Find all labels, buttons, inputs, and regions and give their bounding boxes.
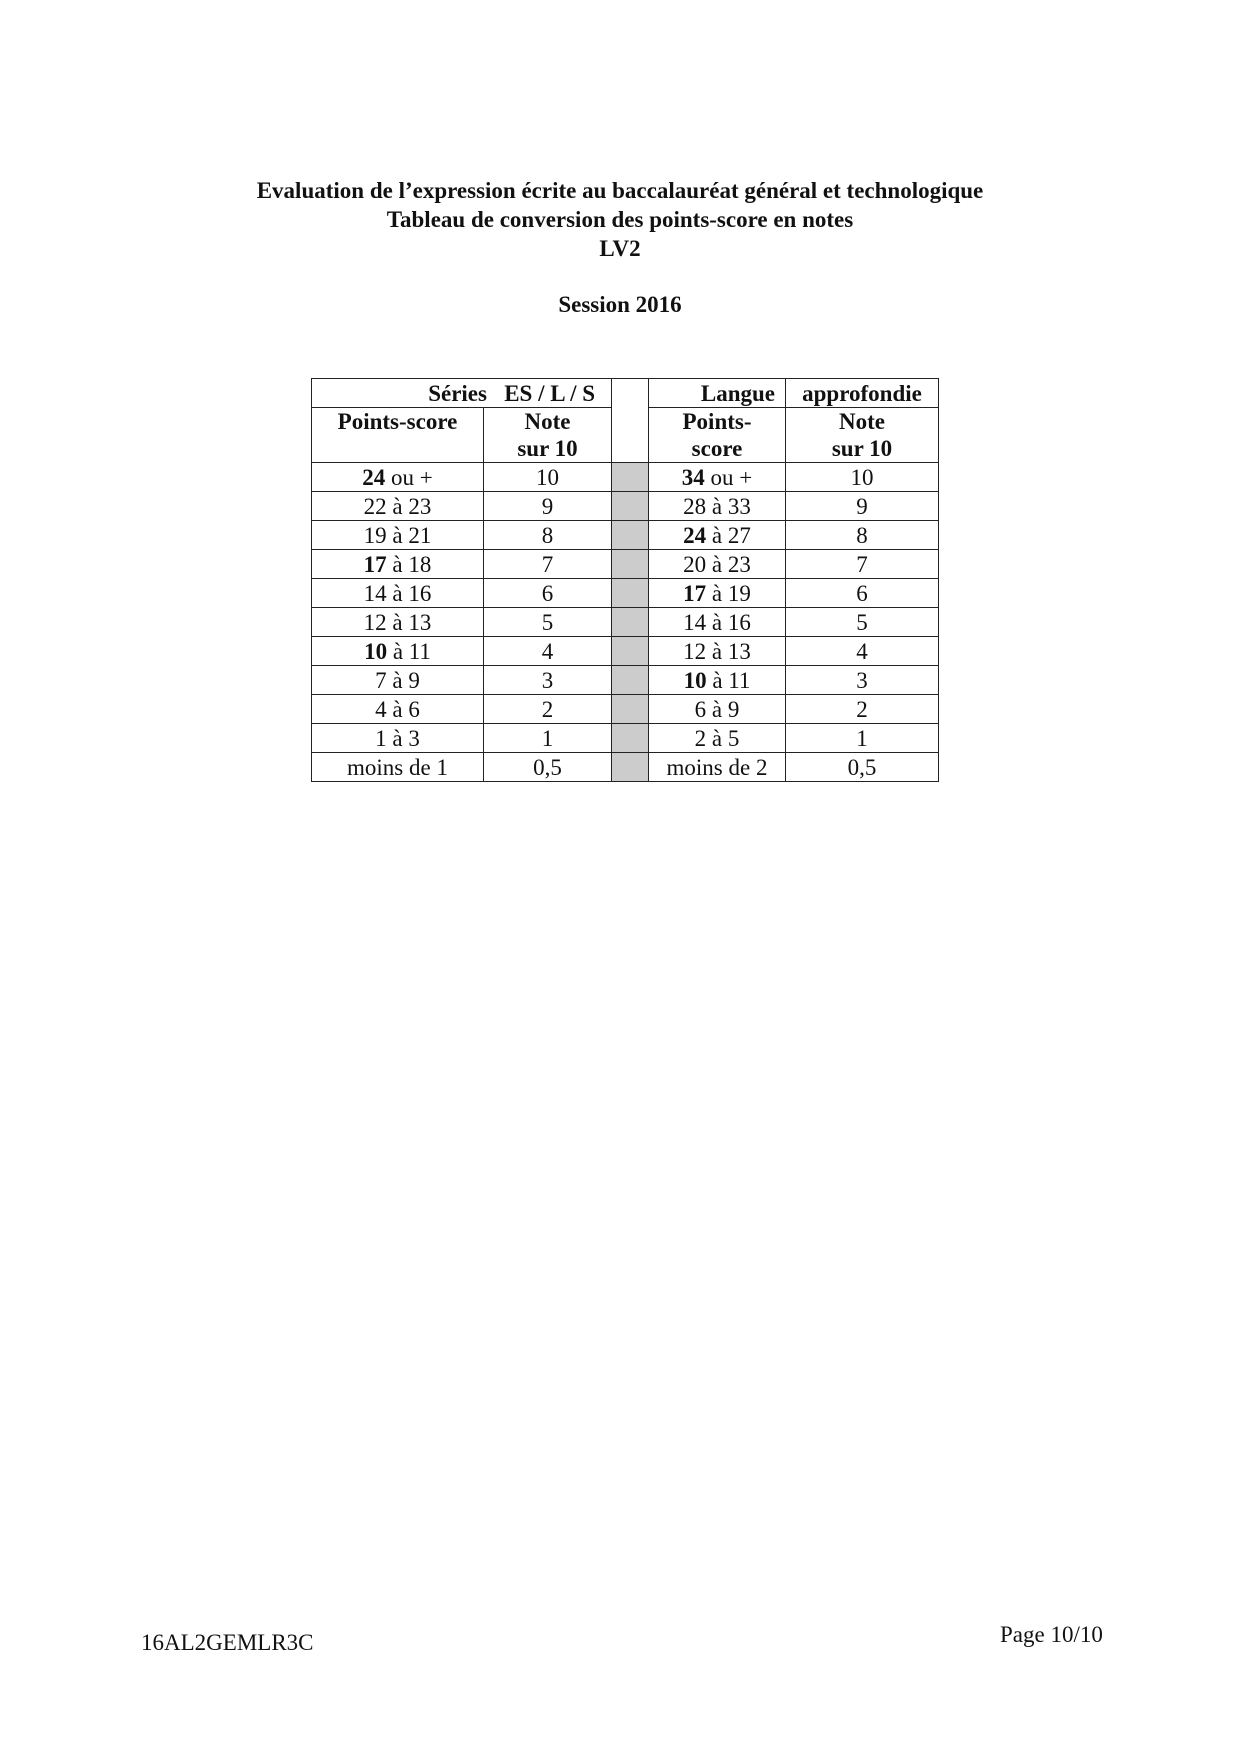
right-points-bold: 24 (683, 522, 707, 548)
table-row (312, 695, 939, 724)
left-points-cell (312, 608, 484, 637)
right-points-bold: 17 (683, 580, 707, 606)
separator-cell (612, 579, 649, 608)
document-code: 16AL2GEMLR3C (141, 1630, 314, 1655)
right-points-text: à 19 (706, 580, 751, 606)
left-points-bold: 17 (363, 551, 387, 577)
right-points-cell (649, 724, 786, 753)
table-row (312, 492, 939, 521)
table-row (312, 550, 939, 579)
separator-cell (612, 379, 649, 408)
left-points-header (312, 408, 484, 463)
right-note-cell: 7 (786, 550, 939, 579)
right-points-text: à 27 (706, 522, 751, 548)
right-note-cell: 5 (786, 608, 939, 637)
table-group-header-row (312, 379, 939, 408)
right-note-cell: 10 (786, 463, 939, 492)
left-points-cell (312, 637, 484, 666)
langue-value-cell: approfondie (786, 379, 939, 408)
right-points-cell (649, 492, 786, 521)
left-points-text: 22 à 23 (363, 493, 432, 519)
left-points-text: 14 à 16 (363, 580, 432, 606)
left-note-cell: 1 (484, 724, 612, 753)
left-points-header-text: Points-score (337, 409, 458, 434)
document-header (0, 176, 1240, 263)
right-points-text: 12 à 13 (683, 638, 751, 664)
left-note-cell: 5 (484, 608, 612, 637)
separator-cell (612, 521, 649, 550)
table-row (312, 666, 939, 695)
table-row (312, 724, 939, 753)
right-points-bold: 34 (681, 464, 705, 490)
left-points-text: ou + (385, 464, 433, 490)
right-points-text: 2 à 5 (694, 725, 740, 751)
left-points-bold: 24 (362, 464, 386, 490)
right-points-bold: 10 (683, 667, 707, 693)
right-points-cell (649, 666, 786, 695)
left-note-header-line2: sur 10 (517, 436, 578, 461)
left-points-cell (312, 579, 484, 608)
series-group-header (312, 379, 612, 408)
left-points-cell (312, 550, 484, 579)
right-points-text: 28 à 33 (683, 493, 751, 519)
table-row (312, 521, 939, 550)
series-label: Séries (428, 380, 487, 406)
right-note-cell: 3 (786, 666, 939, 695)
separator-cell (612, 492, 649, 521)
left-points-cell (312, 492, 484, 521)
right-points-cell (649, 608, 786, 637)
left-points-text: 7 à 9 (375, 667, 420, 693)
left-points-bold: 10 (364, 638, 388, 664)
left-note-cell: 2 (484, 695, 612, 724)
left-note-cell: 9 (484, 492, 612, 521)
separator-cell (612, 753, 649, 782)
left-points-text: 1 à 3 (375, 725, 420, 751)
page-number: Page 10/10 (1000, 1622, 1103, 1647)
left-points-text: moins de 1 (347, 754, 448, 780)
right-note-header-line2: sur 10 (831, 436, 893, 461)
header-title-line1: Evaluation de l’expression écrite au baccalauréat général et technologique (256, 178, 984, 203)
header-title-line2: Tableau de conversion des points-score en notes (386, 207, 854, 232)
table-row (312, 579, 939, 608)
table-row (312, 637, 939, 666)
separator-cell (612, 463, 649, 492)
left-note-header-line1: Note (524, 409, 571, 434)
conversion-table (311, 378, 939, 782)
session-label: Session 2016 (558, 292, 682, 317)
left-note-cell: 6 (484, 579, 612, 608)
left-note-cell: 10 (484, 463, 612, 492)
series-value: ES / L / S (504, 380, 595, 406)
right-points-header-line2: score (691, 436, 743, 461)
right-note-cell: 4 (786, 637, 939, 666)
right-note-header (786, 408, 939, 463)
left-points-cell (312, 666, 484, 695)
left-points-cell (312, 695, 484, 724)
table-column-header-row (312, 408, 939, 463)
left-points-cell (312, 753, 484, 782)
left-note-cell: 4 (484, 637, 612, 666)
table-row (312, 608, 939, 637)
right-note-cell: 6 (786, 579, 939, 608)
right-points-text: 20 à 23 (683, 551, 751, 577)
left-note-cell: 3 (484, 666, 612, 695)
separator-cell (612, 408, 649, 463)
left-points-cell (312, 724, 484, 753)
right-points-header (649, 408, 786, 463)
right-points-cell (649, 579, 786, 608)
right-points-cell (649, 637, 786, 666)
separator-cell (612, 608, 649, 637)
left-note-cell: 7 (484, 550, 612, 579)
left-points-cell (312, 521, 484, 550)
left-points-text: 4 à 6 (375, 696, 420, 722)
right-points-text: moins de 2 (666, 754, 768, 780)
right-note-cell: 0,5 (786, 753, 939, 782)
right-note-cell: 2 (786, 695, 939, 724)
left-note-cell: 8 (484, 521, 612, 550)
langue-label-cell: Langue (649, 379, 786, 408)
left-points-cell (312, 463, 484, 492)
right-points-text: à 11 (706, 667, 751, 693)
right-points-cell (649, 695, 786, 724)
separator-cell (612, 550, 649, 579)
right-points-header-line1: Points- (682, 409, 752, 434)
left-points-text: à 11 (387, 638, 431, 664)
right-points-cell (649, 463, 786, 492)
header-title-line3: LV2 (599, 236, 641, 261)
right-note-header-line1: Note (839, 409, 885, 434)
left-note-header (484, 408, 612, 463)
separator-cell (612, 666, 649, 695)
right-points-text: 14 à 16 (683, 609, 751, 635)
right-note-cell: 9 (786, 492, 939, 521)
right-note-cell: 1 (786, 724, 939, 753)
left-note-cell: 0,5 (484, 753, 612, 782)
separator-cell (612, 724, 649, 753)
separator-cell (612, 637, 649, 666)
table-row (312, 753, 939, 782)
left-points-text: 19 à 21 (363, 522, 432, 548)
right-points-text: ou + (704, 464, 753, 490)
separator-cell (612, 695, 649, 724)
right-points-cell (649, 521, 786, 550)
right-points-text: 6 à 9 (694, 696, 740, 722)
right-note-cell: 8 (786, 521, 939, 550)
table-row (312, 463, 939, 492)
left-points-text: 12 à 13 (363, 609, 432, 635)
right-points-cell (649, 550, 786, 579)
left-points-text: à 18 (386, 551, 432, 577)
right-points-cell (649, 753, 786, 782)
